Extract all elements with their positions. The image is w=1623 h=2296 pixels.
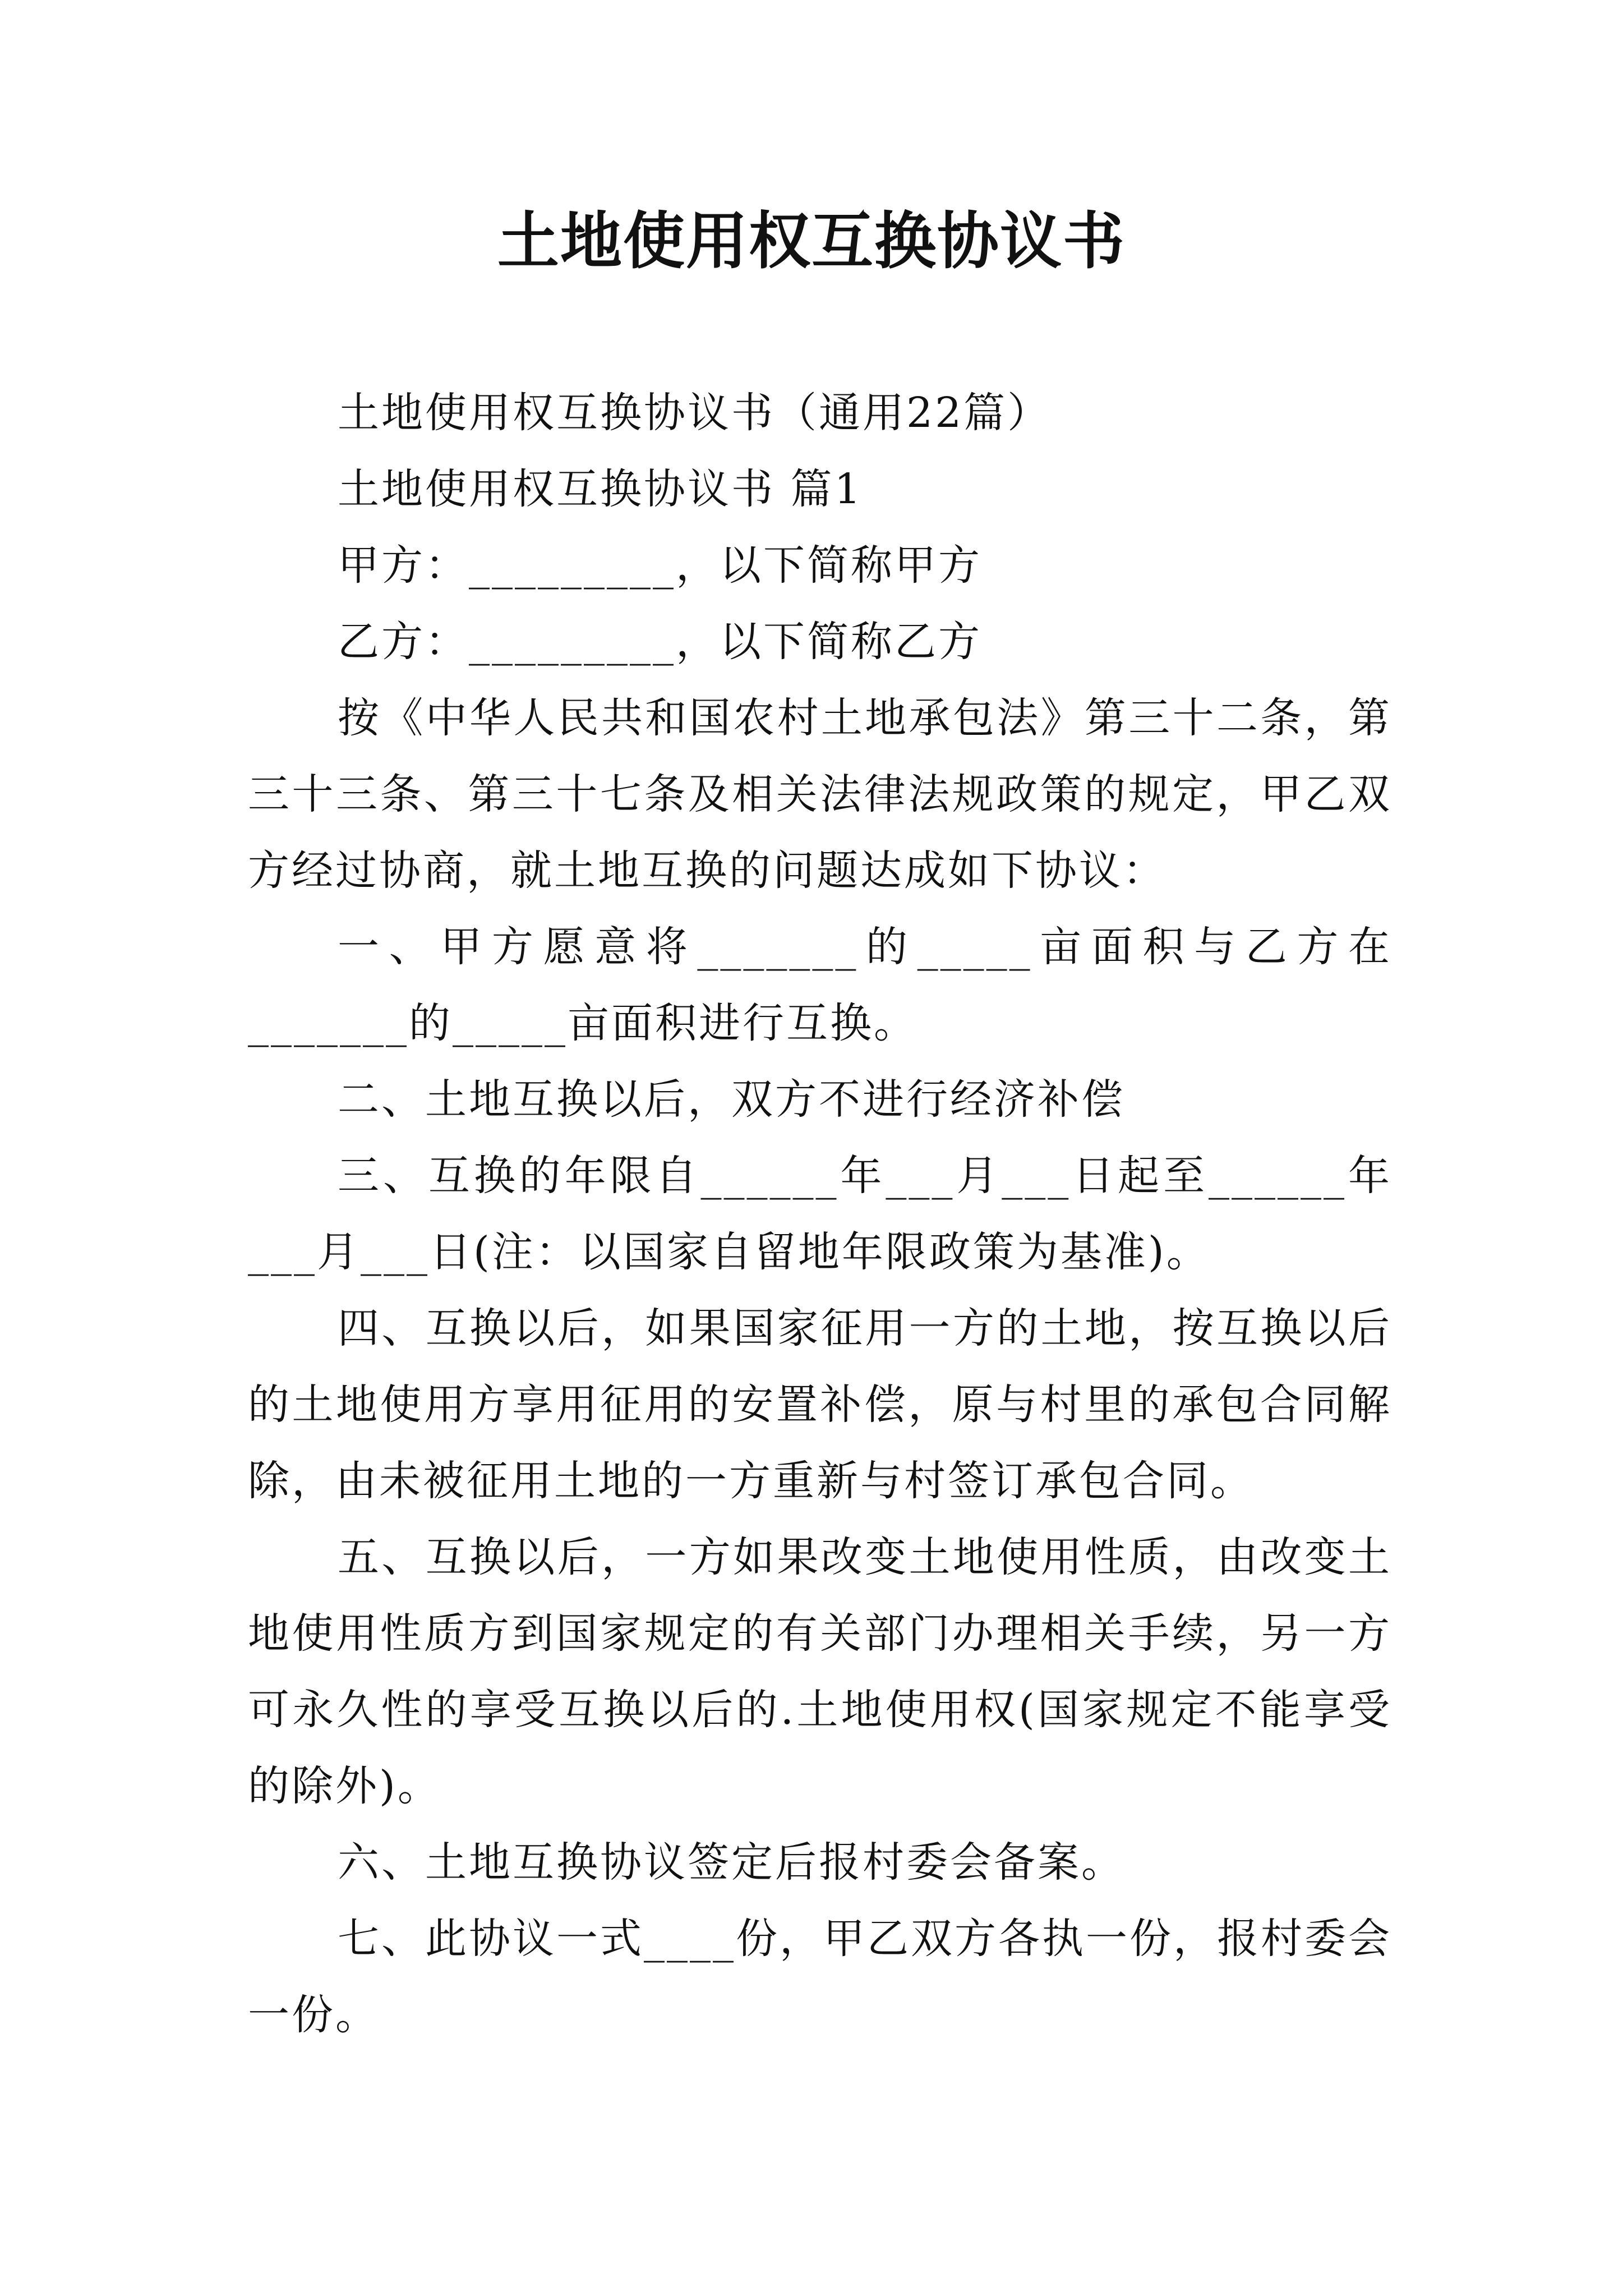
party-a-line: 甲方：_________，以下简称甲方 — [338, 541, 982, 590]
clause-6: 六、土地互换协议签定后报村委会备案。 — [338, 1838, 1125, 1887]
party-b-line: 乙方：_________，以下简称乙方 — [338, 618, 982, 666]
document-body — [248, 375, 1392, 2053]
section-heading: 土地使用权互换协议书 篇1 — [338, 465, 863, 513]
clause-1: 一、甲方愿意将_______的_____亩面积与乙方在_______的_____亩面积进行互换。 — [248, 923, 1392, 1047]
subtitle-paragraph: 土地使用权互换协议书（通用22篇） — [338, 389, 1052, 437]
clause-3: 三、互换的年限自______年___月___日起至______年___月___日(注：以国家自留地年限政策为基准)。 — [248, 1152, 1392, 1276]
clause-7: 七、此协议一式____份，甲乙双方各执一份，报村委会一份。 — [248, 1915, 1392, 2039]
preamble-paragraph: 按《中华人民共和国农村土地承包法》第三十二条，第三十三条、第三十七条及相关法律法规政策的规定，甲乙双方经过协商，就土地互换的问题达成如下协议： — [248, 694, 1392, 895]
document-title: 土地使用权互换协议书 — [497, 205, 1126, 277]
clause-4: 四、互换以后，如果国家征用一方的土地，按互换以后的土地使用方享用征用的安置补偿，原与村里的承包合同解除，由未被征用土地的一方重新与村签订承包合同。 — [248, 1304, 1392, 1505]
clause-2: 二、土地互换以后，双方不进行经济补偿 — [338, 1075, 1125, 1124]
clause-5: 五、互换以后，一方如果改变土地使用性质，由改变土地使用性质方到国家规定的有关部门办理相关手续，另一方可永久性的享受互换以后的.土地使用权(国家规定不能享受的除外)。 — [248, 1533, 1392, 1810]
